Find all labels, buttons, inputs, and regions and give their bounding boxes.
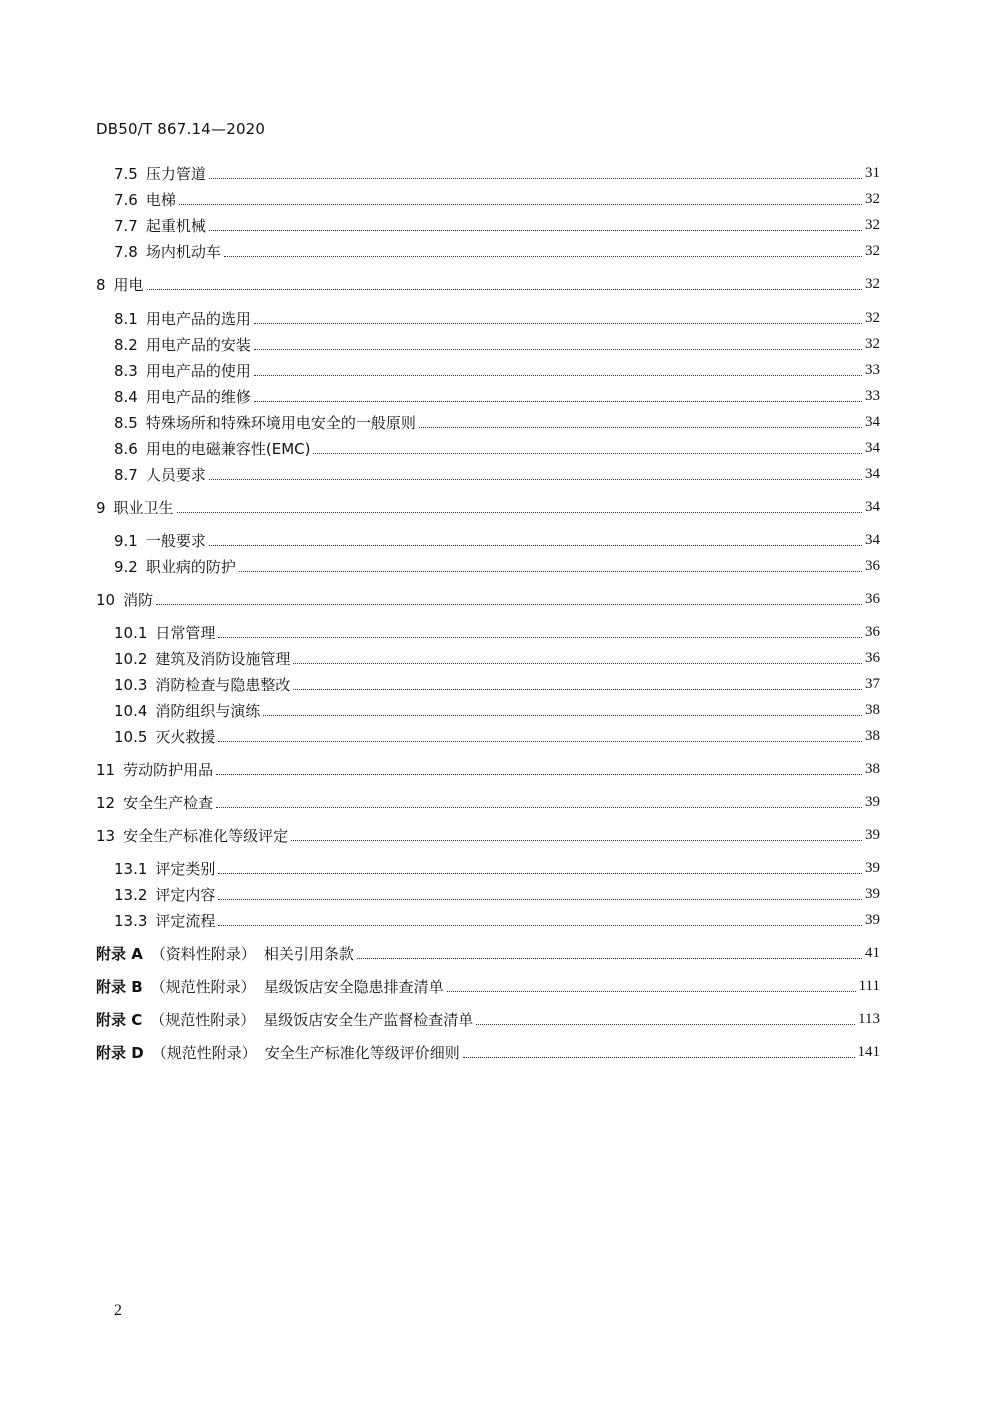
toc-entry-title: 安全生产标准化等级评定 [123,826,289,845]
toc-entry-page: 39 [865,793,880,810]
toc-entry[interactable] [114,331,880,357]
dot-leader [218,637,862,638]
toc-entry[interactable] [114,553,880,579]
dot-leader [419,427,862,428]
toc-entry-number: 8.3 [114,361,138,380]
toc-entry-page: 32 [865,190,880,207]
dot-leader [293,689,862,690]
toc-entry-number: 9.2 [114,557,138,576]
toc-entry[interactable] [114,527,880,553]
toc-entry-title: 起重机械 [145,216,206,235]
dot-leader [293,663,862,664]
appendix-page: 41 [865,944,880,961]
toc-entry[interactable] [114,461,880,487]
dot-leader [179,204,862,205]
toc-entry[interactable] [114,619,880,645]
dot-leader [357,958,862,959]
appendix-label: 附录 A [96,944,143,963]
toc-entry[interactable] [96,586,880,612]
toc-entry[interactable] [114,855,880,881]
toc-entry-page: 39 [865,859,880,876]
toc-entry-page: 32 [865,216,880,233]
toc-entry-number: 7.6 [114,190,138,209]
dot-leader [216,774,862,775]
appendix-label: 附录 D [96,1043,144,1062]
toc-entry-number: 8.4 [114,387,138,406]
toc-entry-page: 32 [865,335,880,352]
dot-leader [209,178,862,179]
dot-leader [218,873,862,874]
dot-leader [463,1057,855,1058]
toc-entry-title: 一般要求 [145,531,206,550]
toc-entry-number: 10.3 [114,675,148,694]
dot-leader [209,545,862,546]
toc-entry[interactable] [114,671,880,697]
toc-entry-page: 36 [865,557,880,574]
toc-entry-page: 38 [865,701,880,718]
appendix-page: 141 [857,1043,880,1060]
dot-leader [254,349,862,350]
dot-leader [224,256,862,257]
toc-entry-title: 用电产品的选用 [145,309,251,328]
appendix-page: 111 [858,977,880,994]
toc-entry-title: 特殊场所和特殊环境用电安全的一般原则 [145,413,416,432]
toc-entry-page: 33 [865,387,880,404]
toc-entry-page: 34 [865,531,880,548]
appendix-kind: （规范性附录） [151,1043,257,1062]
toc-entry[interactable] [114,435,880,461]
toc-entry-number: 7.7 [114,216,138,235]
toc-entry-title: 用电产品的使用 [145,361,251,380]
dot-leader [209,230,862,231]
toc-entry[interactable] [96,789,880,815]
dot-leader [254,401,862,402]
page-number: 2 [114,1302,122,1319]
dot-leader [147,289,862,290]
toc-entry-number: 13.2 [114,885,148,904]
toc-appendix-entry[interactable] [96,973,880,999]
toc-entry-page: 34 [865,439,880,456]
toc-entry-number: 8 [96,275,106,294]
toc-entry-number: 10.4 [114,701,148,720]
appendix-kind: （规范性附录） [150,977,256,996]
toc-entry[interactable] [114,723,880,749]
dot-leader [209,479,862,480]
toc-entry-number: 10.5 [114,727,148,746]
toc-entry-title: 评定流程 [155,911,216,930]
dot-leader [177,512,862,513]
toc-entry[interactable] [114,186,880,212]
dot-leader [216,807,862,808]
dot-leader [254,375,862,376]
toc-entry-title: 建筑及消防设施管理 [155,649,291,668]
toc-appendix-entry[interactable] [96,1006,880,1032]
toc-entry[interactable] [96,494,880,520]
document-code: DB50/T 867.14—2020 [96,120,266,138]
dot-leader [254,323,862,324]
toc-entry[interactable] [96,756,880,782]
toc-entry-page: 39 [865,885,880,902]
appendix-title: 相关引用条款 [263,944,354,963]
dot-leader [239,571,862,572]
toc-entry-number: 13.1 [114,859,148,878]
toc-appendix-entry[interactable] [96,940,880,966]
toc-entry-title: 评定内容 [155,885,216,904]
appendix-kind: （规范性附录） [150,1010,256,1029]
toc-entry-number: 7.5 [114,164,138,183]
toc-entry-page: 37 [865,675,880,692]
toc-entry-page: 31 [865,164,880,181]
toc-entry[interactable] [114,383,880,409]
dot-leader [447,991,856,992]
toc-entry[interactable] [114,881,880,907]
toc-entry-title: 用电 [113,275,144,294]
appendix-label: 附录 B [96,977,143,996]
toc-entry-number: 8.2 [114,335,138,354]
toc-entry-number: 12 [96,793,116,812]
toc-appendix-entry[interactable] [96,1039,880,1065]
toc-entry[interactable] [114,907,880,933]
toc-entry[interactable] [114,160,880,186]
toc-entry-title: 评定类别 [155,859,216,878]
toc-entry-number: 13 [96,826,116,845]
toc-entry-number: 10.2 [114,649,148,668]
dot-leader [156,604,862,605]
appendix-page: 113 [858,1010,880,1027]
toc-entry-title: 消防检查与隐患整改 [155,675,291,694]
toc-entry-page: 36 [865,649,880,666]
dot-leader [476,1024,855,1025]
appendix-label: 附录 C [96,1010,143,1029]
toc-entry-page: 34 [865,413,880,430]
toc-entry-number: 8.6 [114,439,138,458]
toc-entry-title: 用电产品的维修 [145,387,251,406]
toc-entry[interactable] [114,357,880,383]
toc-entry-title: 职业病的防护 [145,557,236,576]
dot-leader [263,715,862,716]
toc-entry-number: 11 [96,760,116,779]
toc-entry-number: 8.5 [114,413,138,432]
appendix-title: 星级饭店安全生产监督检查清单 [263,1010,474,1029]
toc-entry-page: 39 [865,826,880,843]
toc-entry-number: 9 [96,498,106,517]
dot-leader [218,899,862,900]
toc-entry-number: 13.3 [114,911,148,930]
toc-entry-title: 用电产品的安装 [145,335,251,354]
toc-entry-page: 38 [865,727,880,744]
toc-entry[interactable] [114,238,880,264]
toc-entry-number: 8.1 [114,309,138,328]
toc-entry-page: 34 [865,498,880,515]
dot-leader [218,925,862,926]
toc-entry-title: 人员要求 [145,465,206,484]
dot-leader [313,453,862,454]
toc-entry-number: 10 [96,590,116,609]
toc-entry-number: 9.1 [114,531,138,550]
toc-entry-page: 34 [865,465,880,482]
toc-entry[interactable] [114,697,880,723]
toc-entry[interactable] [114,305,880,331]
appendix-title: 星级饭店安全隐患排查清单 [263,977,444,996]
toc-entry-number: 8.7 [114,465,138,484]
toc-entry-title: 压力管道 [145,164,206,183]
toc-entry[interactable] [96,271,880,297]
toc-entry-title: 用电的电磁兼容性(EMC) [145,439,311,458]
toc-entry[interactable] [114,212,880,238]
toc-entry-title: 劳动防护用品 [123,760,214,779]
dot-leader [291,840,862,841]
appendix-kind: （资料性附录） [150,944,256,963]
toc-entry[interactable] [96,822,880,848]
toc-entry[interactable] [114,409,880,435]
toc-entry-page: 38 [865,760,880,777]
toc-entry-number: 10.1 [114,623,148,642]
appendix-title: 安全生产标准化等级评价细则 [264,1043,460,1062]
toc-entry-page: 36 [865,623,880,640]
toc-entry-page: 32 [865,275,880,292]
toc-entry-page: 36 [865,590,880,607]
toc-entry-title: 消防组织与演练 [155,701,261,720]
toc-entry-title: 日常管理 [155,623,216,642]
toc-entry-title: 电梯 [145,190,176,209]
toc-entry-page: 32 [865,309,880,326]
toc-entry-page: 32 [865,242,880,259]
toc-entry-page: 33 [865,361,880,378]
toc-entry-title: 灭火救援 [155,727,216,746]
dot-leader [218,741,862,742]
toc-entry-page: 39 [865,911,880,928]
toc-entry-title: 职业卫生 [113,498,174,517]
toc-entry-title: 消防 [123,590,154,609]
toc-entry[interactable] [114,645,880,671]
toc-entry-number: 7.8 [114,242,138,261]
toc-entry-title: 安全生产检查 [123,793,214,812]
toc-entry-title: 场内机动车 [145,242,221,261]
